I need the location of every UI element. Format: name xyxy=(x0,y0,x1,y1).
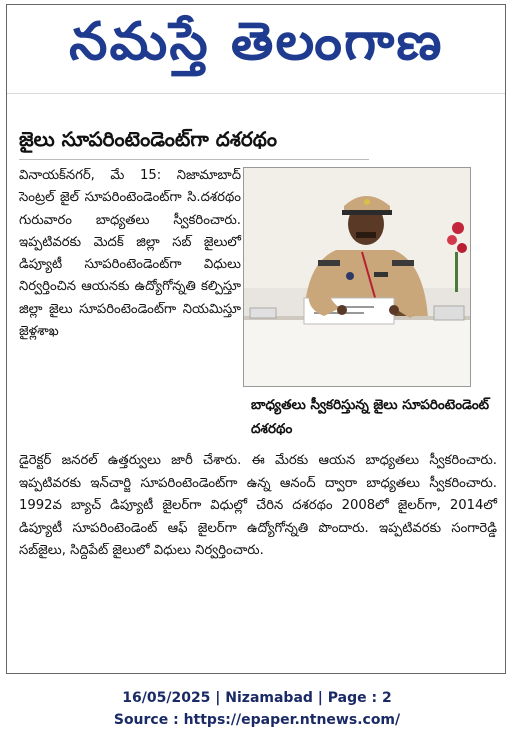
footer-source-link[interactable]: Source : https://epaper.ntnews.com/ xyxy=(113,712,401,728)
truncated-next-line xyxy=(19,661,199,673)
article-body-continued: డైరెక్టర్ జనరల్ ఉత్తర్వులు జారీ చేశారు. ఈ మేరకు ఆయన బాధ్యతలు స్వీకరించారు. ఇప్పటివరకు ఇన్‌చార్జి సూపరింటెండెంట్‌గా ఉన్న ఆనంద్ ద్వారా బాధ్యతలు స్వీకరించారు. 1992వ బ్యాచ్ డిప్యూటీ జైలర్‌గా విధుల్లో చేరిన దశరథం 2008లో జైలర్‌గా, 2014లో డిప్యూటీ సూపరింటెండెంట్ ఆఫ్ జైలర్‌గా ఉద్యోగోన్నతి పొందారు. ఇప్పటివరకు సంగారెడ్డి సబ్‌జైలు, సిద్దిపేట్ జైలులో విధులు నిర్వర్తించారు. xyxy=(19,453,497,558)
article-photo xyxy=(243,167,471,387)
newspaper-clipping xyxy=(6,4,506,674)
photo-caption: బాధ్యతలు స్వీకరిస్తున్న జైలు సూపరింటెండెంట్ దశరథం xyxy=(251,397,490,437)
article-body-column: వినాయక్‌నగర్, మే 15: నిజామాబాద్ సెంట్రల్ జైల్ సూపరింటెండెంట్‌గా సి.దశరథం గురువారం బాధ్యతలు స్వీకరించారు. ఇప్పటివరకు మెదక్ జిల్లా సబ్ జైలులో డిప్యూటీ సూపరింటెండెంట్‌గా విధులు నిర్వర్తించిన ఆయనకు ఉద్యోగోన్నతి కల్పిస్తూ జిల్లా జైలు సూపరింటెండెంట్‌గా నియమిస్తూ జైళ్లశాఖ xyxy=(19,168,241,340)
masthead-divider xyxy=(7,93,505,94)
officer-at-desk-photo xyxy=(244,168,470,386)
footer-date-line: 16/05/2025 | Nizamabad | Page : 2 xyxy=(122,690,392,706)
headline-underline xyxy=(19,159,369,160)
masthead xyxy=(7,7,505,89)
article-headline: జైలు సూపరింటెండెంట్‌గా దశరథం xyxy=(19,127,277,151)
masthead-title: నమస్తే తెలంగాణ xyxy=(68,11,444,72)
